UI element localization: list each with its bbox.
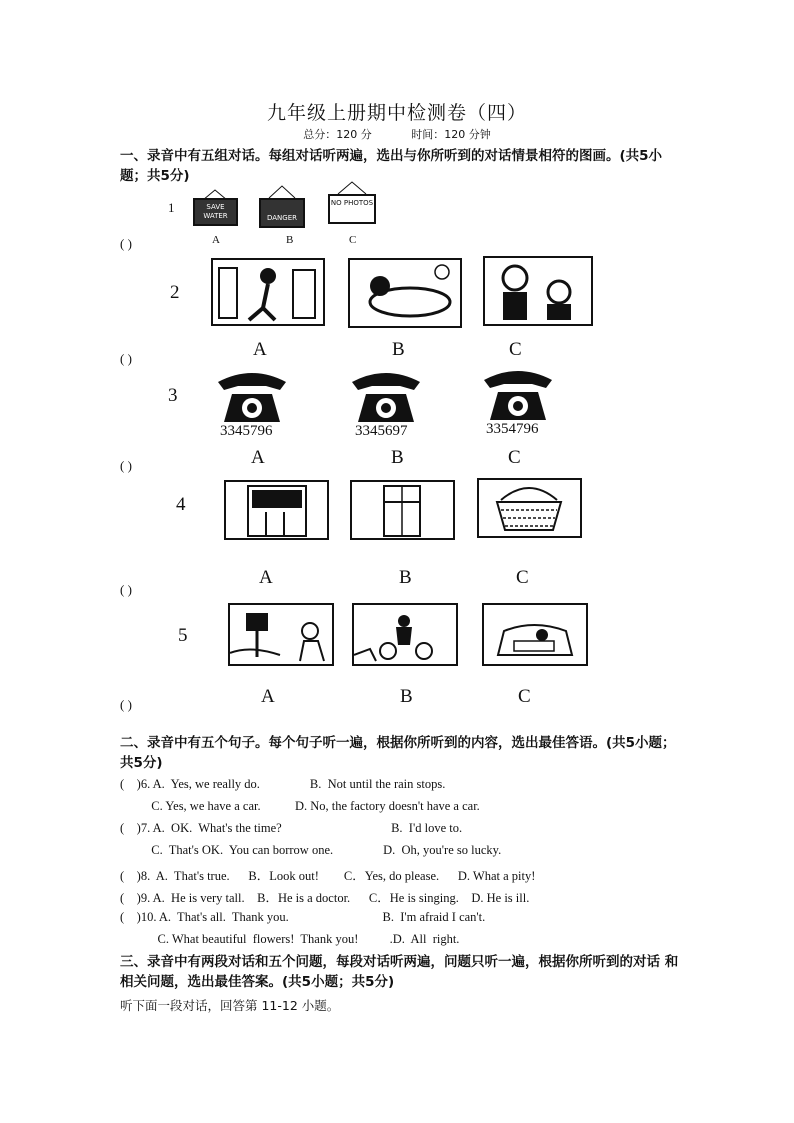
- phone-number-b: 3345697: [355, 423, 408, 439]
- q3-option-c: C: [508, 447, 521, 468]
- q7-line1: ( )7. A. OK. What's the time? B. I'd love to.: [120, 821, 463, 835]
- q4-answer-paren[interactable]: ( ): [120, 582, 132, 597]
- q4-picture-a: [224, 480, 329, 540]
- q4-option-c: C: [516, 567, 529, 588]
- q2-option-b: B: [392, 339, 405, 360]
- q7-line2: C. That's OK. You can borrow one. D. Oh, you're so lucky.: [120, 843, 502, 857]
- q1-number: 1: [168, 200, 175, 215]
- q1-sign-a: [193, 190, 238, 228]
- q4-picture-c: [477, 478, 582, 538]
- q3-phone-a: [214, 368, 290, 424]
- q1-option-c: C: [349, 234, 357, 246]
- section3-instruction: 听下面一段对话，回答第 11-12 小题。: [120, 998, 340, 1013]
- q6-line1: ( )6. A. Yes, we really do. B. Not until the rain stops.: [120, 777, 446, 791]
- q4-option-b: B: [399, 567, 412, 588]
- danger-sign: DANGER: [259, 198, 305, 228]
- section3-heading: 三、录音中有两段对话和五个问题，每段对话听两遍，问题只听一遍，根据你所听到的对话 和相关问题，选出最佳答案。(共5小题；共5分): [120, 954, 679, 990]
- q4-option-a: A: [259, 567, 273, 588]
- q3-option-a: A: [251, 447, 265, 468]
- q8-line: ( )8. A. That's true. B．Look out! C．Yes, do please. D. What a pity!: [120, 869, 536, 883]
- save-water-sign: SAVE WATER: [193, 198, 238, 226]
- q2-picture-c: [483, 256, 593, 326]
- q4-picture-b: [350, 480, 455, 540]
- q3-answer-paren[interactable]: ( ): [120, 458, 132, 473]
- q5-number: 5: [178, 625, 188, 646]
- q2-option-c: C: [509, 339, 522, 360]
- q3-phone-b: [348, 368, 424, 424]
- q3-option-b: B: [391, 447, 404, 468]
- q2-picture-a: [211, 258, 325, 326]
- q3-phone-c: [480, 366, 556, 422]
- q5-picture-b: [352, 603, 458, 666]
- q2-option-a: A: [253, 339, 267, 360]
- q4-number: 4: [176, 494, 186, 515]
- q1-option-b: B: [286, 234, 294, 246]
- q5-answer-paren[interactable]: ( ): [120, 697, 132, 712]
- q10-line2: C. What beautiful flowers! Thank you! .D. All right.: [120, 932, 460, 946]
- q2-answer-paren[interactable]: ( ): [120, 351, 132, 366]
- q2-number: 2: [170, 282, 180, 303]
- phone-number-c: 3354796: [486, 421, 539, 437]
- total-score: 总分：120 分: [303, 128, 372, 141]
- q1-answer-paren[interactable]: ( ): [120, 236, 132, 251]
- q6-line2: C. Yes, we have a car. D. No, the factory doesn't have a car.: [120, 799, 480, 813]
- exam-time: 时间：120 分钟: [411, 128, 491, 141]
- q5-picture-c: [482, 603, 588, 666]
- exam-info: [0, 126, 794, 142]
- q5-picture-a: [228, 603, 334, 666]
- q1-sign-c: [328, 182, 376, 224]
- q10-line1: ( )10. A. That's all. Thank you. B. I'm afraid I can't.: [120, 910, 486, 924]
- q2-picture-b: [348, 258, 462, 328]
- q9-line: ( )9. A. He is very tall. B．He is a doctor. C．He is singing. D. He is ill.: [120, 891, 530, 905]
- q5-option-b: B: [400, 686, 413, 707]
- q1-option-a: A: [212, 234, 220, 246]
- page-title: 九年级上册期中检测卷（四）: [266, 102, 527, 124]
- q5-option-a: A: [261, 686, 275, 707]
- q5-option-c: C: [518, 686, 531, 707]
- section1-heading: 一、录音中有五组对话。每组对话听两遍，选出与你所听到的对话情景相符的图画。(共5小题；共5分): [120, 148, 663, 184]
- phone-number-a: 3345796: [220, 423, 273, 439]
- section2-heading: 二、录音中有五个句子。每个句子听一遍，根据你所听到的内容，选出最佳答语。(共5小题；共5分): [120, 735, 676, 771]
- q3-number: 3: [168, 385, 178, 406]
- no-photos-sign: NO PHOTOS: [328, 194, 376, 224]
- q1-sign-b: [259, 186, 305, 228]
